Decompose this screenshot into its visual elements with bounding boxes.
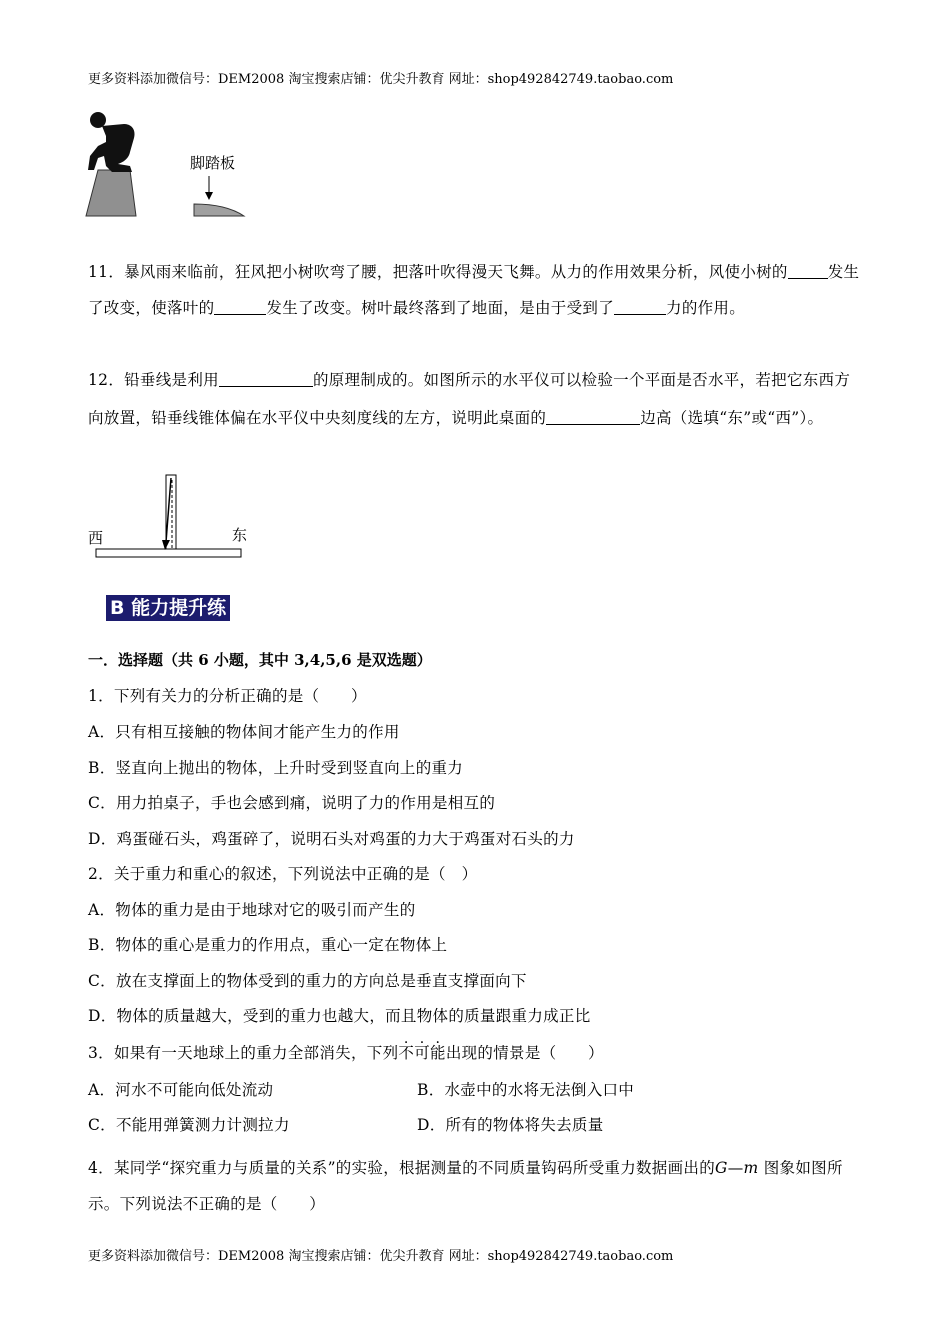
q1-option-b: B．竖直向上抛出的物体，上升时受到竖直向上的重力 — [88, 759, 464, 777]
q3-option-d: D．所有的物体将失去质量 — [417, 1116, 604, 1134]
part-one-title: 一．选择题（共 6 小题，其中 3,4,5,6 是双选题） — [88, 651, 432, 669]
block-shape — [86, 170, 136, 216]
q3-emph-3: 能 — [430, 1044, 446, 1062]
q1-option-d: D．鸡蛋碰石头，鸡蛋碎了，说明石头对鸡蛋的力大于鸡蛋对石头的力 — [88, 830, 575, 848]
section-b-title: B 能力提升练 — [106, 595, 230, 621]
q2-option-b: B．物体的重心是重力的作用点，重心一定在物体上 — [88, 936, 448, 954]
page-header: 更多资料添加微信号：DEM2008 淘宝搜索店铺：优尖升教育 网址：shop492842749.taobao.com — [88, 72, 674, 87]
q11-text-2: 发生了改变，使落叶的 — [88, 263, 860, 317]
q3-option-b: B．水壶中的水将无法倒入口中 — [417, 1081, 635, 1099]
label-east: 东 — [232, 526, 248, 544]
person-silhouette — [88, 112, 135, 172]
level-base — [96, 549, 241, 557]
q1-option-a: A．只有相互接触的物体间才能产生力的作用 — [88, 723, 400, 741]
pedal-label: 脚踏板 — [190, 154, 236, 172]
q1-stem: 1．下列有关力的分析正确的是（ ） — [88, 687, 367, 705]
figure-pedal — [84, 112, 254, 222]
q2-stem: 2．关于重力和重心的叙述，下列说法中正确的是（ ） — [88, 865, 478, 883]
figure-level — [84, 470, 254, 566]
q12-text-2: 的原理制成的。如图所示的水平仪可以检验一个平面是否水平，若把它东西方向放置，铅垂线锥体偏在水平仪中央刻度线的左方，说明此桌面的 — [88, 371, 851, 427]
q11-text-3: 发生了改变。树叶最终落到了地面，是由于受到了 — [266, 299, 615, 317]
q12-text-1: 12．铅垂线是利用 — [88, 371, 219, 389]
q3-emph-1: 不 — [398, 1044, 415, 1062]
q11-blank-1b[interactable] — [814, 264, 828, 279]
pedal-shape — [194, 204, 244, 216]
page-footer: 更多资料添加微信号：DEM2008 淘宝搜索店铺：优尖升教育 网址：shop492842749.taobao.com — [88, 1249, 674, 1264]
q3-option-a: A．河水不可能向低处流动 — [88, 1081, 274, 1099]
q4-var-m: m — [743, 1159, 759, 1177]
q2-option-d: D．物体的质量越大，受到的重力也越大，而且物体的质量跟重力成正比 — [88, 1007, 591, 1025]
q11-text-1: 11．暴风雨来临前，狂风把小树吹弯了腰，把落叶吹得漫天飞舞。从力的作用效果分析，风使小树的 — [88, 263, 788, 281]
question-11 — [88, 254, 860, 326]
label-west: 西 — [88, 529, 104, 547]
q2-option-a: A．物体的重力是由于地球对它的吸引而产生的 — [88, 901, 416, 919]
q3-stem — [88, 1041, 604, 1063]
q3-option-c: C．不能用弹簧测力计测拉力 — [88, 1116, 290, 1134]
q11-text-4: 力的作用。 — [666, 299, 746, 317]
q2-option-c: C．放在支撑面上的物体受到的重力的方向总是垂直支撑面向下 — [88, 972, 527, 990]
q12-blank-1[interactable] — [219, 372, 313, 387]
q4-dash: — — [727, 1159, 744, 1177]
q11-blank-1a[interactable] — [788, 264, 814, 279]
q11-blank-2[interactable] — [214, 300, 266, 315]
q3-emph-2: 可 — [414, 1044, 430, 1062]
q3-stem-before: 3．如果有一天地球上的重力全部消失，下列 — [88, 1044, 399, 1062]
q4-text-2: 图象如图所示。下列说法不正确的是（ ） — [88, 1159, 843, 1213]
q4-text-1: 4．某同学“探究重力与质量的关系”的实验，根据测量的不同质量钩码所受重力数据画出的 — [88, 1159, 716, 1177]
q12-text-3: 边高（选填“东”或“西”）。 — [640, 409, 824, 427]
q11-blank-3[interactable] — [614, 300, 666, 315]
q4-var-g: G — [715, 1159, 728, 1177]
q4-stem — [88, 1150, 860, 1222]
q3-stem-after: 出现的情景是（ ） — [445, 1044, 604, 1062]
question-12 — [88, 361, 860, 437]
q1-option-c: C．用力拍桌子，手也会感到痛，说明了力的作用是相互的 — [88, 794, 496, 812]
q12-blank-2[interactable] — [546, 410, 640, 425]
